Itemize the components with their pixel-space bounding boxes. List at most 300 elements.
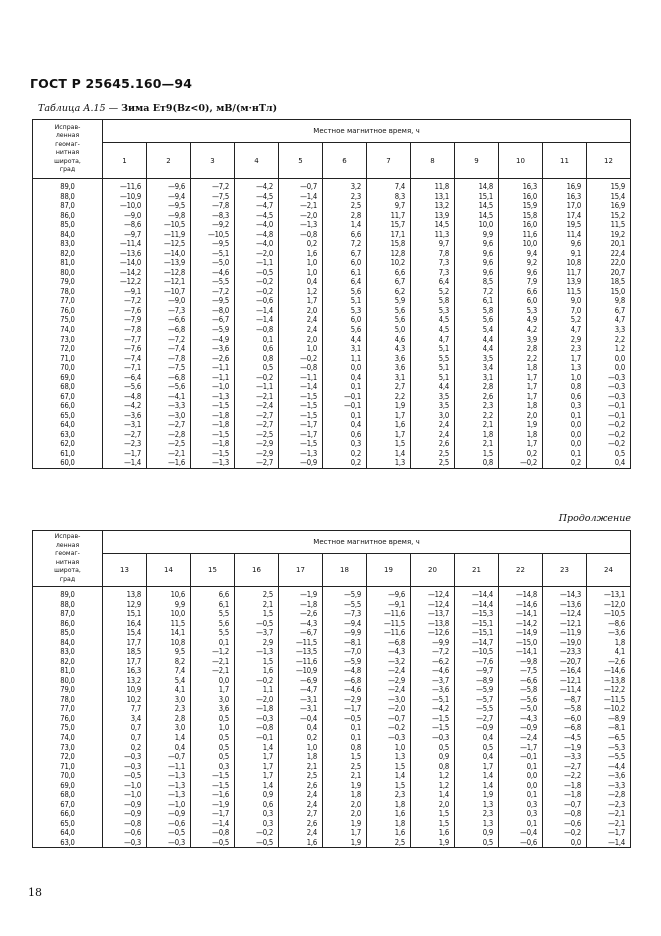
value-cell: 12,9 xyxy=(103,600,147,610)
value-cell: —1,3 xyxy=(191,392,235,402)
latitude-cell: 74,0 xyxy=(33,325,103,335)
value-cell: 0,3 xyxy=(543,401,587,411)
value-cell: 0,2 xyxy=(323,449,367,459)
value-cell: 1,6 xyxy=(367,828,411,838)
value-cell: —10,9 xyxy=(279,666,323,676)
value-cell: 11,8 xyxy=(411,179,455,192)
value-cell: —12,4 xyxy=(543,609,587,619)
value-cell: 17,4 xyxy=(543,211,587,221)
value-cell: —4,7 xyxy=(279,685,323,695)
value-cell: 4,3 xyxy=(367,344,411,354)
value-cell: —4,8 xyxy=(323,666,367,676)
value-cell: 17,7 xyxy=(103,638,147,648)
table-row xyxy=(33,277,631,287)
value-cell: 6,0 xyxy=(323,258,367,268)
value-cell: 7,3 xyxy=(411,258,455,268)
value-cell: 2,5 xyxy=(323,201,367,211)
value-cell: 2,8 xyxy=(323,211,367,221)
table-row xyxy=(33,828,631,838)
value-cell: 1,0 xyxy=(191,723,235,733)
value-cell: —12,1 xyxy=(543,676,587,686)
value-cell: 2,0 xyxy=(323,800,367,810)
value-cell: —3,6 xyxy=(411,685,455,695)
latitude-cell: 73,0 xyxy=(33,335,103,345)
value-cell: 5,1 xyxy=(411,344,455,354)
value-cell: 2,5 xyxy=(279,771,323,781)
value-cell: 16,9 xyxy=(587,201,631,211)
value-cell: 2,1 xyxy=(235,600,279,610)
value-cell: 1,0 xyxy=(367,743,411,753)
value-cell: —2,7 xyxy=(543,762,587,772)
value-cell: —11,5 xyxy=(367,619,411,629)
table-row xyxy=(33,258,631,268)
value-cell: 5,5 xyxy=(411,354,455,364)
value-cell: 0,5 xyxy=(191,743,235,753)
value-cell: 1,7 xyxy=(499,392,543,402)
value-cell: —1,9 xyxy=(543,743,587,753)
time-header: Местное магнитное время, ч xyxy=(103,120,631,143)
value-cell: 0,3 xyxy=(499,800,543,810)
table-row xyxy=(33,363,631,373)
value-cell: —5,6 xyxy=(147,382,191,392)
value-cell: —9,7 xyxy=(103,230,147,240)
value-cell: —1,9 xyxy=(191,800,235,810)
value-cell: —9,6 xyxy=(367,587,411,600)
value-cell: 10,0 xyxy=(499,239,543,249)
hour-header: 20 xyxy=(411,554,455,587)
value-cell: 1,8 xyxy=(499,430,543,440)
value-cell: —0,6 xyxy=(235,296,279,306)
value-cell: —2,3 xyxy=(103,439,147,449)
value-cell: —2,6 xyxy=(279,609,323,619)
hour-header: 23 xyxy=(543,554,587,587)
value-cell: 6,4 xyxy=(411,277,455,287)
value-cell: 4,5 xyxy=(411,315,455,325)
value-cell: 2,2 xyxy=(499,354,543,364)
value-cell: 14,1 xyxy=(147,628,191,638)
value-cell: —7,2 xyxy=(411,647,455,657)
value-cell: —9,4 xyxy=(323,619,367,629)
value-cell: —1,7 xyxy=(323,704,367,714)
table-row xyxy=(33,239,631,249)
value-cell: —0,5 xyxy=(147,828,191,838)
value-cell: —2,7 xyxy=(455,714,499,724)
table-row xyxy=(33,704,631,714)
value-cell: —0,4 xyxy=(499,828,543,838)
value-cell: 3,9 xyxy=(499,335,543,345)
table-row xyxy=(33,335,631,345)
value-cell: —6,2 xyxy=(411,657,455,667)
value-cell: —7,8 xyxy=(191,201,235,211)
value-cell: —1,4 xyxy=(279,192,323,202)
value-cell: —5,9 xyxy=(191,325,235,335)
value-cell: 7,4 xyxy=(147,666,191,676)
value-cell: —0,8 xyxy=(191,828,235,838)
value-cell: —11,9 xyxy=(543,628,587,638)
value-cell: —4,2 xyxy=(411,704,455,714)
value-cell: —4,7 xyxy=(235,201,279,211)
value-cell: 1,3 xyxy=(543,363,587,373)
value-cell: 0,4 xyxy=(279,723,323,733)
value-cell: —4,5 xyxy=(235,211,279,221)
value-cell: —1,8 xyxy=(543,781,587,791)
value-cell: 2,7 xyxy=(279,809,323,819)
latitude-cell: 86,0 xyxy=(33,211,103,221)
value-cell: —3,2 xyxy=(367,657,411,667)
value-cell: —2,9 xyxy=(367,676,411,686)
value-cell: —0,2 xyxy=(587,439,631,449)
value-cell: —7,7 xyxy=(103,335,147,345)
value-cell: 5,6 xyxy=(455,315,499,325)
value-cell: 0,0 xyxy=(323,363,367,373)
value-cell: 15,0 xyxy=(587,287,631,297)
value-cell: —7,2 xyxy=(191,287,235,297)
value-cell: —12,6 xyxy=(411,628,455,638)
value-cell: —8,3 xyxy=(191,211,235,221)
value-cell: —3,6 xyxy=(587,628,631,638)
value-cell: 0,1 xyxy=(323,382,367,392)
value-cell: 1,5 xyxy=(235,657,279,667)
value-cell: —2,5 xyxy=(235,430,279,440)
table-row xyxy=(33,430,631,440)
value-cell: —4,5 xyxy=(543,733,587,743)
value-cell: —14,4 xyxy=(455,600,499,610)
value-cell: 1,4 xyxy=(323,220,367,230)
value-cell: —9,5 xyxy=(191,296,235,306)
value-cell: —14,8 xyxy=(499,587,543,600)
value-cell: —3,7 xyxy=(411,676,455,686)
value-cell: 0,8 xyxy=(323,743,367,753)
caption-title: Зима Eт9(Bz<0), мВ/(м·нТл) xyxy=(121,103,278,114)
value-cell: —0,5 xyxy=(323,714,367,724)
value-cell: 7,2 xyxy=(455,287,499,297)
table-row xyxy=(33,587,631,600)
value-cell: —1,1 xyxy=(279,373,323,383)
value-cell: —16,4 xyxy=(543,666,587,676)
value-cell: 0,4 xyxy=(455,733,499,743)
value-cell: —7,8 xyxy=(147,354,191,364)
value-cell: 3,5 xyxy=(455,354,499,364)
value-cell: —9,8 xyxy=(147,211,191,221)
value-cell: 5,8 xyxy=(455,306,499,316)
table-row xyxy=(33,325,631,335)
value-cell: —0,8 xyxy=(543,809,587,819)
value-cell: 5,6 xyxy=(367,315,411,325)
value-cell: 2,8 xyxy=(455,382,499,392)
value-cell: 4,7 xyxy=(543,325,587,335)
value-cell: 2,3 xyxy=(543,344,587,354)
value-cell: 1,8 xyxy=(587,638,631,648)
hour-header: 3 xyxy=(191,143,235,179)
value-cell: —2,4 xyxy=(499,733,543,743)
table-row xyxy=(33,201,631,211)
value-cell: —1,8 xyxy=(191,411,235,421)
value-cell: —1,3 xyxy=(147,781,191,791)
value-cell: 1,3 xyxy=(367,458,411,468)
value-cell: 16,3 xyxy=(499,179,543,192)
latitude-cell: 68,0 xyxy=(33,382,103,392)
table-row xyxy=(33,800,631,810)
value-cell: —2,3 xyxy=(587,800,631,810)
value-cell: —2,7 xyxy=(103,430,147,440)
value-cell: 2,5 xyxy=(411,449,455,459)
value-cell: —2,0 xyxy=(235,695,279,705)
value-cell: —7,0 xyxy=(323,647,367,657)
value-cell: 1,7 xyxy=(279,296,323,306)
value-cell: —0,8 xyxy=(103,819,147,829)
value-cell: 0,9 xyxy=(235,790,279,800)
latitude-cell: 64,0 xyxy=(33,828,103,838)
value-cell: —9,9 xyxy=(323,628,367,638)
value-cell: —0,9 xyxy=(455,723,499,733)
value-cell: 3,6 xyxy=(191,704,235,714)
value-cell: 2,4 xyxy=(411,420,455,430)
hour-header: 11 xyxy=(543,143,587,179)
hour-header: 5 xyxy=(279,143,323,179)
latitude-cell: 82,0 xyxy=(33,657,103,667)
value-cell: 1,5 xyxy=(235,609,279,619)
value-cell: 0,5 xyxy=(587,449,631,459)
value-cell: 4,9 xyxy=(499,315,543,325)
value-cell: —3,7 xyxy=(235,628,279,638)
hour-header: 15 xyxy=(191,554,235,587)
value-cell: 7,8 xyxy=(411,249,455,259)
value-cell: —0,6 xyxy=(147,819,191,829)
value-cell: 16,3 xyxy=(103,666,147,676)
value-cell: 1,4 xyxy=(455,771,499,781)
value-cell: —12,4 xyxy=(411,587,455,600)
value-cell: 1,9 xyxy=(411,838,455,848)
value-cell: —1,0 xyxy=(103,790,147,800)
table-row xyxy=(33,420,631,430)
value-cell: 22,0 xyxy=(587,258,631,268)
value-cell: 14,5 xyxy=(455,211,499,221)
value-cell: 8,2 xyxy=(147,657,191,667)
value-cell: —4,6 xyxy=(323,685,367,695)
value-cell: —0,3 xyxy=(235,714,279,724)
value-cell: —2,1 xyxy=(191,657,235,667)
latitude-cell: 82,0 xyxy=(33,249,103,259)
value-cell: —6,6 xyxy=(499,676,543,686)
value-cell: 2,4 xyxy=(279,315,323,325)
value-cell: —5,5 xyxy=(587,752,631,762)
value-cell: 0,5 xyxy=(411,743,455,753)
value-cell: 0,6 xyxy=(235,800,279,810)
value-cell: —0,2 xyxy=(543,828,587,838)
value-cell: —1,4 xyxy=(103,458,147,468)
value-cell: 5,1 xyxy=(323,296,367,306)
value-cell: —1,5 xyxy=(411,714,455,724)
value-cell: 9,9 xyxy=(455,230,499,240)
value-cell: 1,3 xyxy=(455,800,499,810)
value-cell: 6,7 xyxy=(587,306,631,316)
value-cell: —0,7 xyxy=(367,714,411,724)
value-cell: 0,1 xyxy=(323,411,367,421)
value-cell: —2,1 xyxy=(147,449,191,459)
value-cell: 0,0 xyxy=(587,363,631,373)
value-cell: 2,0 xyxy=(499,411,543,421)
value-cell: 1,7 xyxy=(235,752,279,762)
latitude-cell: 83,0 xyxy=(33,239,103,249)
value-cell: 0,9 xyxy=(411,752,455,762)
value-cell: —4,2 xyxy=(235,179,279,192)
value-cell: —2,5 xyxy=(147,439,191,449)
value-cell: —1,3 xyxy=(191,458,235,468)
value-cell: 0,0 xyxy=(587,354,631,364)
value-cell: —20,7 xyxy=(543,657,587,667)
value-cell: —1,8 xyxy=(191,439,235,449)
value-cell: 2,6 xyxy=(455,392,499,402)
value-cell: 2,3 xyxy=(455,809,499,819)
value-cell: 1,5 xyxy=(367,439,411,449)
value-cell: 2,6 xyxy=(279,781,323,791)
value-cell: 3,6 xyxy=(367,363,411,373)
value-cell: —0,1 xyxy=(323,392,367,402)
value-cell: 1,6 xyxy=(367,420,411,430)
table-row xyxy=(33,809,631,819)
table-row xyxy=(33,392,631,402)
latitude-cell: 67,0 xyxy=(33,392,103,402)
value-cell: —14,1 xyxy=(499,609,543,619)
value-cell: —5,7 xyxy=(455,695,499,705)
value-cell: —3,1 xyxy=(279,695,323,705)
value-cell: 11,3 xyxy=(411,230,455,240)
value-cell: 1,6 xyxy=(235,666,279,676)
value-cell: 11,5 xyxy=(543,287,587,297)
value-cell: —0,1 xyxy=(323,401,367,411)
hour-header: 17 xyxy=(279,554,323,587)
value-cell: —0,3 xyxy=(411,733,455,743)
table-row xyxy=(33,819,631,829)
value-cell: 18,5 xyxy=(103,647,147,657)
value-cell: —14,0 xyxy=(103,258,147,268)
value-cell: —14,6 xyxy=(587,666,631,676)
document-header: ГОСТ Р 25645.160—94 xyxy=(30,76,193,91)
value-cell: 1,8 xyxy=(323,790,367,800)
value-cell: —0,7 xyxy=(543,800,587,810)
latitude-cell: 63,0 xyxy=(33,838,103,848)
value-cell: —1,0 xyxy=(103,781,147,791)
value-cell: 11,7 xyxy=(543,268,587,278)
value-cell: 0,6 xyxy=(543,392,587,402)
table-row xyxy=(33,230,631,240)
value-cell: —5,1 xyxy=(191,249,235,259)
value-cell: —5,5 xyxy=(323,600,367,610)
value-cell: 6,7 xyxy=(367,277,411,287)
value-cell: 6,6 xyxy=(499,287,543,297)
latitude-cell: 68,0 xyxy=(33,790,103,800)
value-cell: —7,9 xyxy=(103,315,147,325)
value-cell: 2,3 xyxy=(323,192,367,202)
value-cell: —1,3 xyxy=(147,771,191,781)
table-row xyxy=(33,771,631,781)
table-row xyxy=(33,714,631,724)
value-cell: 1,0 xyxy=(279,258,323,268)
value-cell: 15,8 xyxy=(367,239,411,249)
value-cell: —0,2 xyxy=(235,676,279,686)
value-cell: —8,6 xyxy=(587,619,631,629)
value-cell: 0,8 xyxy=(543,382,587,392)
value-cell: —7,8 xyxy=(103,325,147,335)
value-cell: 1,5 xyxy=(411,809,455,819)
value-cell: 4,1 xyxy=(147,685,191,695)
value-cell: —1,6 xyxy=(147,458,191,468)
value-cell: 7,4 xyxy=(367,179,411,192)
value-cell: —1,5 xyxy=(279,411,323,421)
latitude-cell: 89,0 xyxy=(33,179,103,192)
value-cell: —1,5 xyxy=(279,439,323,449)
value-cell: —11,6 xyxy=(279,657,323,667)
latitude-cell: 89,0 xyxy=(33,587,103,600)
value-cell: —6,6 xyxy=(147,315,191,325)
value-cell: —2,8 xyxy=(587,790,631,800)
value-cell: —1,5 xyxy=(191,771,235,781)
value-cell: —0,7 xyxy=(147,752,191,762)
value-cell: —8,9 xyxy=(455,676,499,686)
value-cell: —7,2 xyxy=(191,179,235,192)
value-cell: 0,1 xyxy=(323,733,367,743)
value-cell: —5,0 xyxy=(499,704,543,714)
value-cell: —14,6 xyxy=(499,600,543,610)
value-cell: 2,5 xyxy=(235,587,279,600)
value-cell: —0,6 xyxy=(499,838,543,848)
value-cell: 1,7 xyxy=(235,771,279,781)
value-cell: 0,7 xyxy=(103,723,147,733)
value-cell: 4,4 xyxy=(323,335,367,345)
value-cell: —0,8 xyxy=(279,230,323,240)
table-caption xyxy=(38,103,277,114)
value-cell: 6,6 xyxy=(323,230,367,240)
value-cell: —1,0 xyxy=(147,800,191,810)
value-cell: 0,8 xyxy=(411,762,455,772)
value-cell: 1,4 xyxy=(455,781,499,791)
value-cell: —1,6 xyxy=(191,790,235,800)
value-cell: —0,1 xyxy=(499,752,543,762)
value-cell: —0,6 xyxy=(103,828,147,838)
value-cell: —10,5 xyxy=(191,230,235,240)
value-cell: 0,1 xyxy=(543,411,587,421)
table-row xyxy=(33,354,631,364)
value-cell: 1,7 xyxy=(499,439,543,449)
value-cell: 6,0 xyxy=(499,296,543,306)
value-cell: 0,1 xyxy=(323,723,367,733)
value-cell: —2,4 xyxy=(367,666,411,676)
value-cell: —1,1 xyxy=(147,762,191,772)
hour-header: 16 xyxy=(235,554,279,587)
value-cell: —2,0 xyxy=(367,704,411,714)
value-cell: —11,9 xyxy=(147,230,191,240)
value-cell: 16,3 xyxy=(543,192,587,202)
value-cell: 5,1 xyxy=(411,363,455,373)
hour-header: 18 xyxy=(323,554,367,587)
value-cell: —6,9 xyxy=(279,676,323,686)
value-cell: 1,2 xyxy=(411,781,455,791)
latitude-cell: 69,0 xyxy=(33,781,103,791)
value-cell: 5,5 xyxy=(191,628,235,638)
value-cell: —14,4 xyxy=(455,587,499,600)
value-cell: 3,0 xyxy=(191,695,235,705)
value-cell: 3,2 xyxy=(323,179,367,192)
value-cell: 0,0 xyxy=(499,781,543,791)
value-cell: —11,4 xyxy=(103,239,147,249)
value-cell: 5,2 xyxy=(543,315,587,325)
table-row xyxy=(33,666,631,676)
value-cell: —9,6 xyxy=(147,179,191,192)
value-cell: —0,8 xyxy=(279,363,323,373)
value-cell: —10,5 xyxy=(147,220,191,230)
value-cell: —0,8 xyxy=(235,325,279,335)
value-cell: —5,1 xyxy=(411,695,455,705)
